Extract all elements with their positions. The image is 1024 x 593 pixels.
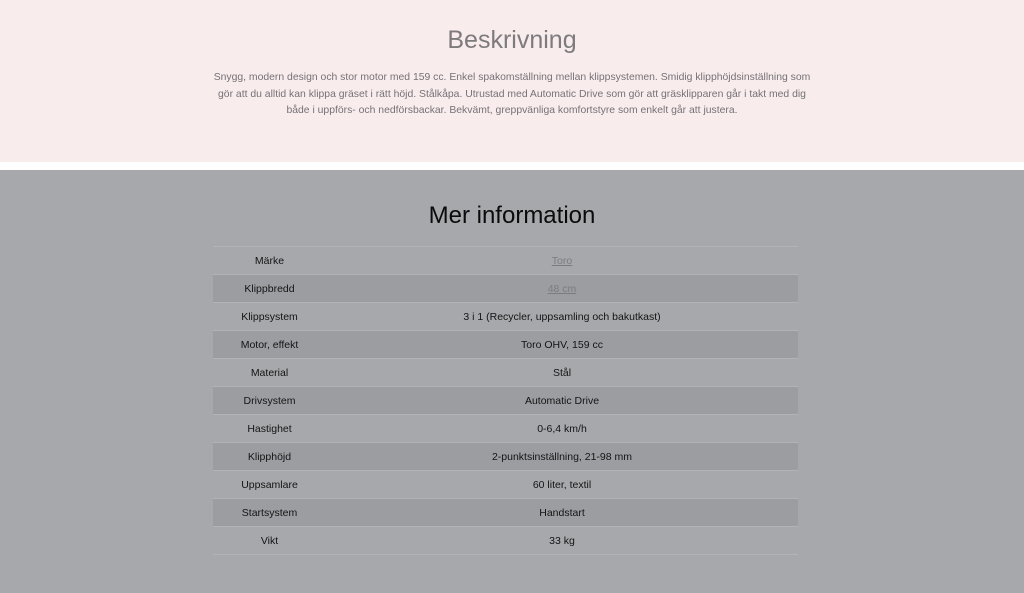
spec-value [326, 247, 798, 275]
spec-value: 3 i 1 (Recycler, uppsamling och bakutkast) [326, 303, 798, 331]
spec-value: Toro OHV, 159 cc [326, 331, 798, 359]
description-section [0, 0, 1024, 162]
spec-label: Klipphöjd [213, 443, 326, 471]
spec-label: Material [213, 359, 326, 387]
spec-label: Uppsamlare [213, 471, 326, 499]
spec-label: Klippbredd [213, 275, 326, 303]
section-divider [0, 162, 1024, 170]
table-row [213, 275, 798, 303]
table-row [213, 443, 798, 471]
spec-value: 60 liter, textil [326, 471, 798, 499]
spec-label: Motor, effekt [213, 331, 326, 359]
spec-label: Drivsystem [213, 387, 326, 415]
table-row [213, 247, 798, 275]
spec-label: Startsystem [213, 499, 326, 527]
table-row [213, 303, 798, 331]
spec-label: Hastighet [213, 415, 326, 443]
table-row [213, 387, 798, 415]
spec-value: Stål [326, 359, 798, 387]
description-text: Snygg, modern design och stor motor med 159 cc. Enkel spakomställning mellan klippsystemen. Smidig klipphöjdsinställning som gör att du alltid kan klippa gräset i rätt höjd. Stålkåpa. Utrustad med Automatic Drive som gör att gräsklipparen går i takt med dig både i uppförs- och nedförsbackar. Bekvämt, greppvänliga komfortstyre som enkelt går att justera. [213, 72, 811, 116]
brand-link[interactable]: Toro [551, 254, 573, 267]
spec-value: Handstart [326, 499, 798, 527]
spec-value: 0-6,4 km/h [326, 415, 798, 443]
table-row [213, 331, 798, 359]
spec-value: 2-punktsinställning, 21-98 mm [326, 443, 798, 471]
table-row [213, 499, 798, 527]
spec-value: Automatic Drive [326, 387, 798, 415]
spec-table [213, 246, 798, 555]
spec-value: 33 kg [326, 527, 798, 555]
spec-label: Märke [213, 247, 326, 275]
spec-label: Vikt [213, 527, 326, 555]
more-info-title: Mer information [428, 202, 596, 229]
cutting-width-link[interactable]: 48 cm [547, 282, 577, 295]
spec-label: Klippsystem [213, 303, 326, 331]
table-row [213, 471, 798, 499]
description-title: Beskrivning [447, 26, 577, 54]
more-info-section [0, 170, 1024, 593]
spec-value [326, 275, 798, 303]
table-row [213, 415, 798, 443]
table-row [213, 359, 798, 387]
table-row [213, 527, 798, 555]
